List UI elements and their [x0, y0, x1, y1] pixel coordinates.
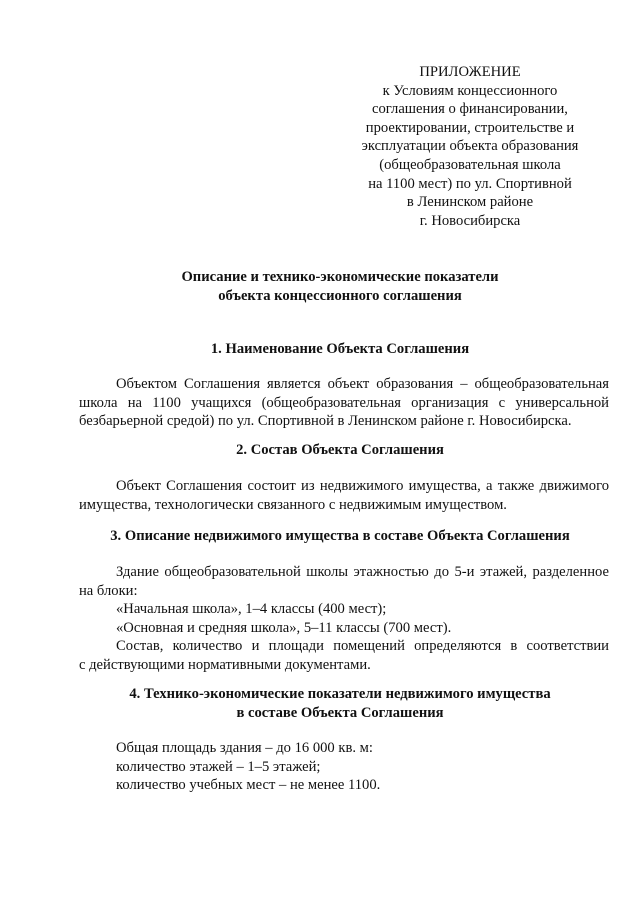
document-title-line: объекта концессионного соглашения [218, 287, 462, 304]
paragraph-line: имущества, технологически связанного с недвижимым имуществом. [79, 496, 507, 513]
paragraph-line: Объект Соглашения состоит из недвижимого имущества, а также движимого [116, 478, 609, 494]
paragraph-line: безбарьерной средой) по ул. Спортивной в Ленинском районе г. Новосибирска. [79, 413, 572, 429]
paragraph-line: «Начальная школа», 1–4 классы (400 мест); [116, 601, 387, 617]
section-paragraph-2 [79, 477, 609, 514]
section-heading-line: 3. Описание недвижимого имущества в составе Объекта Соглашения [110, 528, 570, 544]
paragraph-line: Состав, количество и площади помещений определяются в соответствии [116, 638, 609, 654]
section-heading-line: 2. Состав Объекта Соглашения [236, 442, 444, 458]
paragraph-line: с действующими нормативными документами. [79, 656, 371, 673]
paragraph-line: школа на 1100 учащихся (общеобразовательная организация с универсальной [79, 394, 609, 411]
appendix-line: на 1100 мест) по ул. Спортивной [368, 175, 572, 192]
section-heading-3 [60, 527, 620, 546]
appendix-line: проектировании, строительстве и [365, 119, 575, 136]
section-heading-4 [60, 685, 620, 722]
section-paragraph-3 [79, 563, 609, 674]
appendix-line: в Ленинском районе [406, 194, 534, 211]
paragraph-line: Общая площадь здания – до 16 000 кв. м: [116, 740, 373, 756]
section-heading-line: 1. Наименование Объекта Соглашения [210, 341, 470, 357]
paragraph-line: Объектом Соглашения является объект образования – общеобразовательная [116, 376, 609, 392]
paragraph-line: «Основная и средняя школа», 5–11 классы (700 мест). [116, 619, 452, 636]
paragraph-line: Здание общеобразовательной школы этажностью до 5-и этажей, разделенное [116, 564, 609, 580]
document-title-line: Описание и технико-экономические показатели [181, 269, 499, 285]
section-paragraph-1 [79, 375, 609, 431]
paragraph-line: количество этажей – 1–5 этажей; [116, 758, 321, 775]
paragraph-line: на блоки: [79, 582, 138, 599]
document-title [80, 268, 600, 305]
appendix-block [360, 63, 580, 230]
appendix-line: (общеобразовательная школа [379, 156, 561, 173]
appendix-line: г. Новосибирска [419, 212, 521, 229]
section-heading-2 [60, 441, 620, 460]
appendix-line: ПРИЛОЖЕНИЕ [419, 64, 521, 80]
appendix-line: к Условиям концессионного [382, 82, 558, 99]
appendix-line: соглашения о финансировании, [372, 101, 568, 118]
section-paragraph-4 [79, 739, 609, 795]
section-heading-line: 4. Технико-экономические показатели недвижимого имущества [129, 686, 551, 702]
section-heading-1 [60, 340, 620, 359]
paragraph-line: количество учебных мест – не менее 1100. [116, 777, 381, 793]
section-heading-line: в составе Объекта Соглашения [236, 704, 444, 721]
appendix-line: эксплуатации объекта образования [361, 138, 579, 155]
